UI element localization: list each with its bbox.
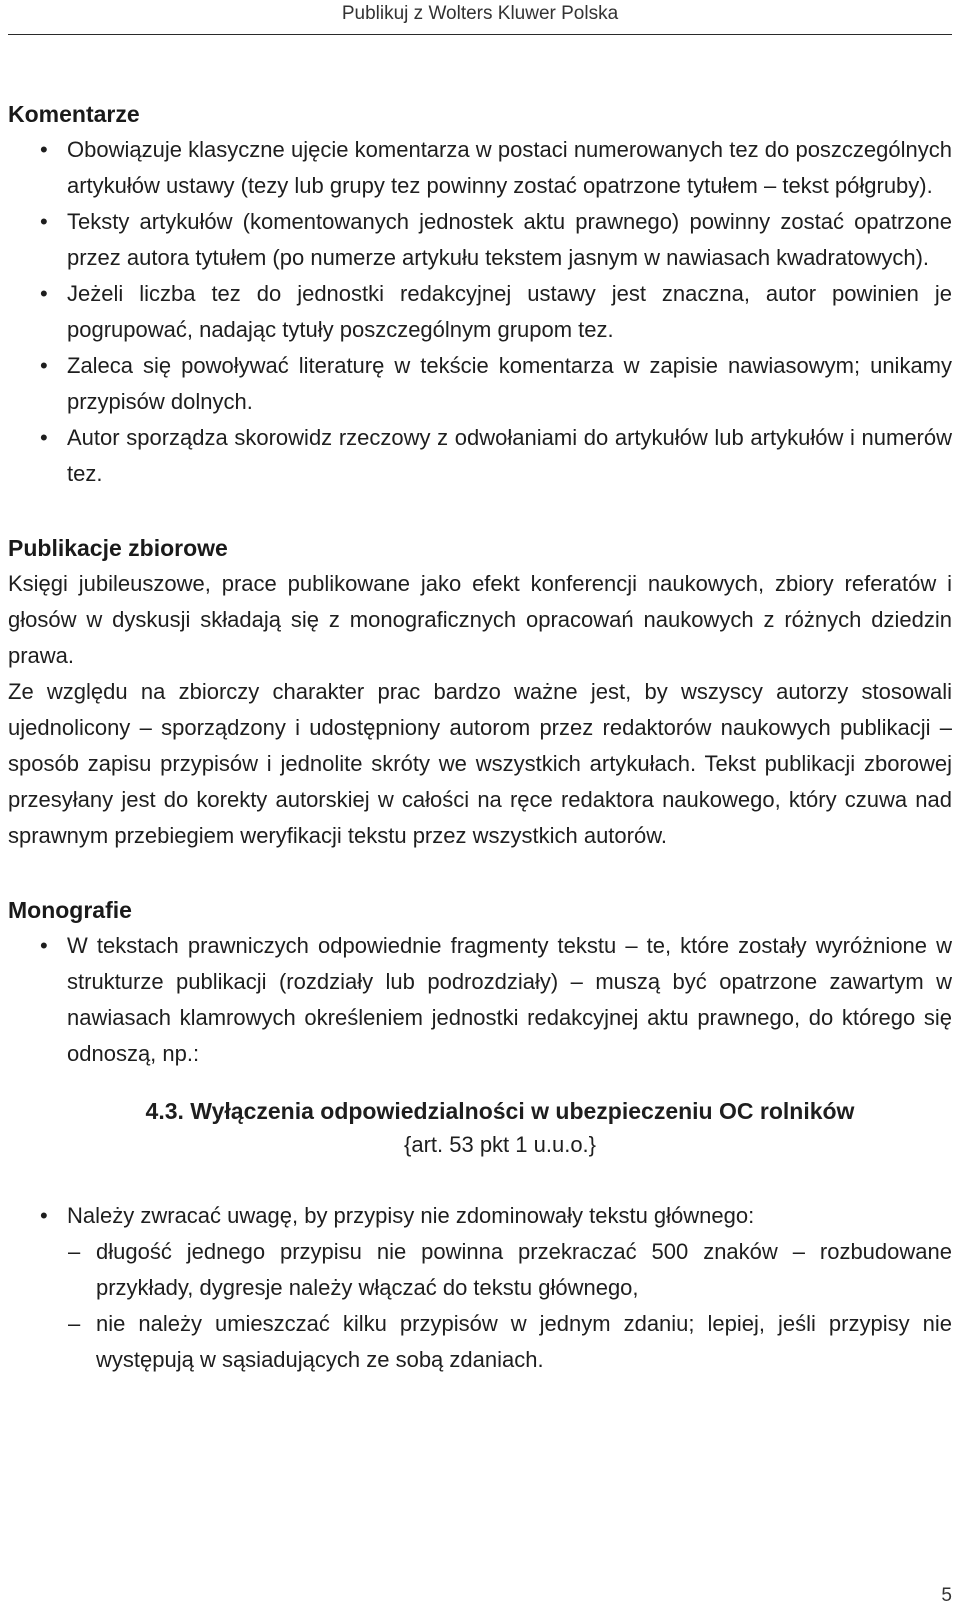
list-item-text: Jeżeli liczba tez do jednostki redakcyjnej ustawy jest znaczna, autor powinien je pogrupować, nadając tytuły poszczególnym grupom tez. bbox=[67, 281, 952, 342]
monografie-list-2 bbox=[8, 1198, 952, 1234]
running-header: Publikuj z Wolters Kluwer Polska bbox=[8, 0, 952, 35]
example-reference: {art. 53 pkt 1 u.u.o.} bbox=[403, 1132, 597, 1157]
list-item bbox=[8, 928, 952, 1072]
example-title: 4.3. Wyłączenia odpowiedzialności w ubezpieczeniu OC rolników bbox=[145, 1098, 855, 1124]
list-item bbox=[8, 1198, 952, 1234]
section-monografie bbox=[8, 892, 952, 1378]
section-publikacje-zbiorowe bbox=[8, 530, 952, 854]
dash-marker: – bbox=[68, 1239, 81, 1264]
list-item bbox=[8, 276, 952, 348]
example-heading bbox=[8, 1094, 952, 1162]
bullet-marker: • bbox=[40, 137, 48, 162]
dash-marker: – bbox=[68, 1311, 81, 1336]
paragraph: Księgi jubileuszowe, prace publikowane jako efekt konferencji naukowych, zbiory referatów i głosów w dyskusji składają się z monograficznych opracowań naukowych z różnych dziedzin prawa. bbox=[8, 571, 952, 668]
list-item bbox=[8, 348, 952, 420]
section-title-monografie: Monografie bbox=[8, 897, 132, 923]
komentarze-list bbox=[8, 132, 952, 492]
paragraph: Ze względu na zbiorczy charakter prac bardzo ważne jest, by wszyscy autorzy stosowali ujednolicony – sporządzony i udostępniony autorom przez redaktorów naukowych publikacji – sposób zapisu przypisów i jednolite skróty we wszystkich artykułach. Tekst publikacji zborowej przesyłany jest do korekty autorskiej w całości na ręce redaktora naukowego, który czuwa nad sprawnym przebiegiem weryfikacji tekstu przez wszystkich autorów. bbox=[8, 679, 952, 848]
sub-list-item-text: nie należy umieszczać kilku przypisów w jednym zdaniu; lepiej, jeśli przypisy nie występują w sąsiadujących ze sobą zdaniach. bbox=[96, 1311, 952, 1372]
list-item bbox=[8, 204, 952, 276]
section-title-komentarze: Komentarze bbox=[8, 101, 140, 127]
list-item bbox=[8, 132, 952, 204]
bullet-marker: • bbox=[40, 425, 48, 450]
bullet-marker: • bbox=[40, 353, 48, 378]
page-number: 5 bbox=[941, 1585, 952, 1606]
list-item-text: Obowiązuje klasyczne ujęcie komentarza w postaci numerowanych tez do poszczególnych artykułów ustawy (tezy lub grupy tez powinny zostać opatrzone tytułem – tekst półgruby). bbox=[67, 137, 952, 198]
list-item bbox=[8, 420, 952, 492]
bullet-marker: • bbox=[40, 1203, 48, 1228]
sub-list-item bbox=[8, 1234, 952, 1306]
bullet-marker: • bbox=[40, 933, 48, 958]
sub-list-item-text: długość jednego przypisu nie powinna przekraczać 500 znaków – rozbudowane przykłady, dygresje należy włączać do tekstu głównego, bbox=[96, 1239, 952, 1300]
section-komentarze bbox=[8, 96, 952, 492]
list-item-text: Zaleca się powoływać literaturę w tekście komentarza w zapisie nawiasowym; unikamy przypisów dolnych. bbox=[67, 353, 952, 414]
list-item-text: W tekstach prawniczych odpowiednie fragmenty tekstu – te, które zostały wyróżnione w strukturze publikacji (rozdziały lub podrozdziały) – muszą być opatrzone zawartym w nawiasach klamrowych określeniem jednostki redakcyjnej aktu prawnego, do którego się odnoszą, np.: bbox=[67, 933, 952, 1066]
section-title-publikacje-zbiorowe: Publikacje zbiorowe bbox=[8, 535, 228, 561]
list-item-text: Teksty artykułów (komentowanych jednostek aktu prawnego) powinny zostać opatrzone przez autora tytułem (po numerze artykułu tekstem jasnym w nawiasach kwadratowych). bbox=[67, 209, 952, 270]
monografie-list bbox=[8, 928, 952, 1072]
bullet-marker: • bbox=[40, 209, 48, 234]
page-content bbox=[8, 96, 952, 1378]
bullet-marker: • bbox=[40, 281, 48, 306]
sub-list-item bbox=[8, 1306, 952, 1378]
list-item-text: Należy zwracać uwagę, by przypisy nie zdominowały tekstu głównego: bbox=[67, 1203, 755, 1228]
list-item-text: Autor sporządza skorowidz rzeczowy z odwołaniami do artykułów lub artykułów i numerów tez. bbox=[67, 425, 952, 486]
